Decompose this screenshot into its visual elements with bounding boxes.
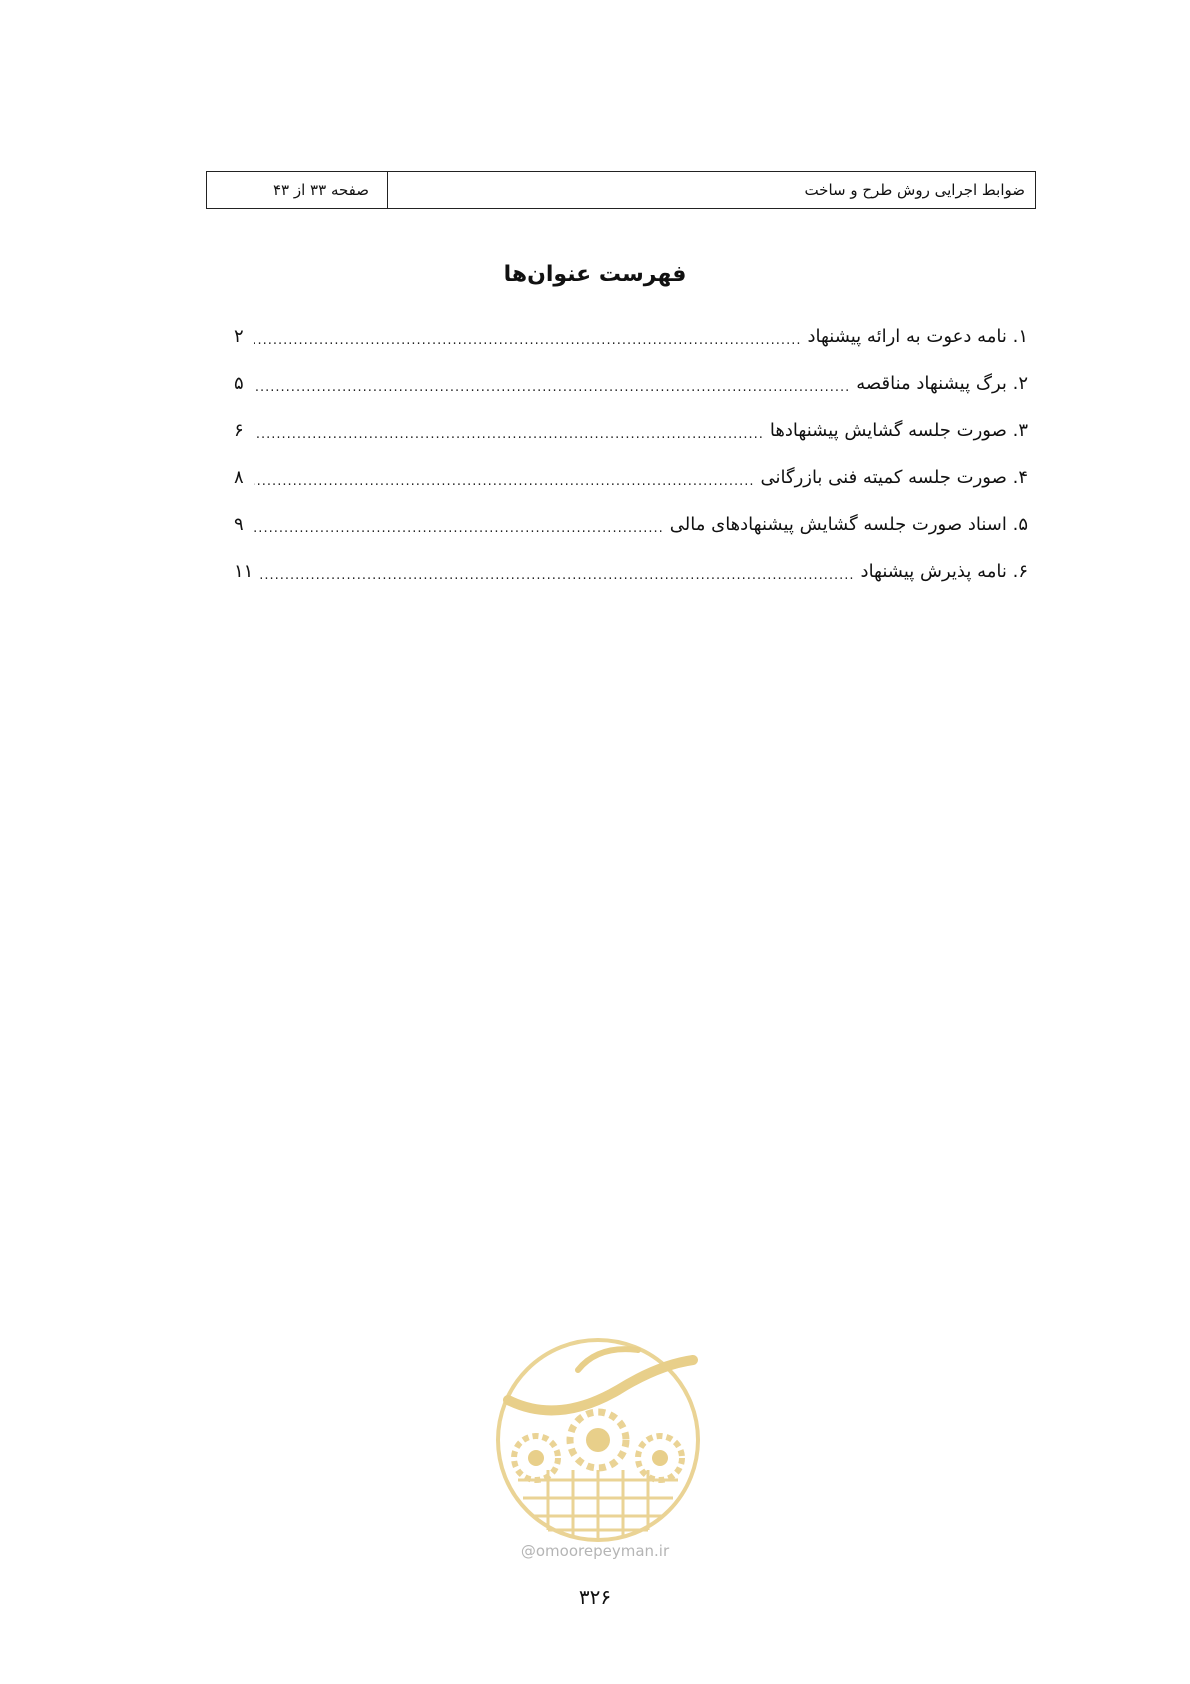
toc-leader-dots (254, 512, 664, 538)
toc-item[interactable] (234, 501, 1028, 548)
toc-item-label: ۵. اسناد صورت جلسه گشایش پیشنهادهای مالی (669, 514, 1028, 535)
toc-leader-dots (259, 559, 854, 585)
toc-heading: فهرست عنوان‌ها (503, 262, 687, 287)
table-of-contents (234, 313, 1028, 595)
toc-item-label: ۴. صورت جلسه کمیته فنی بازرگانی (760, 467, 1028, 488)
toc-item[interactable] (234, 454, 1028, 501)
watermark-url: @omoorepeyman.ir (520, 1542, 670, 1560)
toc-item-page: ۱۱ (234, 561, 254, 582)
toc-item-page: ۵ (234, 373, 244, 394)
toc-item-label: ۲. برگ پیشنهاد مناقصه (856, 373, 1028, 394)
toc-item[interactable] (234, 313, 1028, 360)
toc-item[interactable] (234, 407, 1028, 454)
toc-leader-dots (254, 324, 801, 350)
page-header (206, 171, 1036, 209)
toc-item-page: ۸ (234, 467, 244, 488)
toc-item[interactable] (234, 548, 1028, 595)
toc-item-page: ۹ (234, 514, 244, 535)
toc-item-page: ۶ (234, 420, 244, 441)
toc-leader-dots (254, 418, 764, 444)
toc-leader-dots (254, 371, 850, 397)
toc-item-page: ۲ (234, 326, 244, 347)
toc-item-label: ۱. نامه دعوت به ارائه پیشنهاد (807, 326, 1028, 347)
toc-leader-dots (254, 465, 755, 491)
toc-item-label: ۶. نامه پذیرش پیشنهاد (860, 561, 1028, 582)
toc-item-label: ۳. صورت جلسه گشایش پیشنهادها (769, 420, 1028, 441)
page-of-indicator: صفحه ۳۳ از ۴۳ (272, 181, 369, 199)
document-title: ضوابط اجرایی روش طرح و ساخت (387, 172, 1035, 208)
toc-item[interactable] (234, 360, 1028, 407)
page-number: ۳۲۶ (578, 1585, 612, 1609)
